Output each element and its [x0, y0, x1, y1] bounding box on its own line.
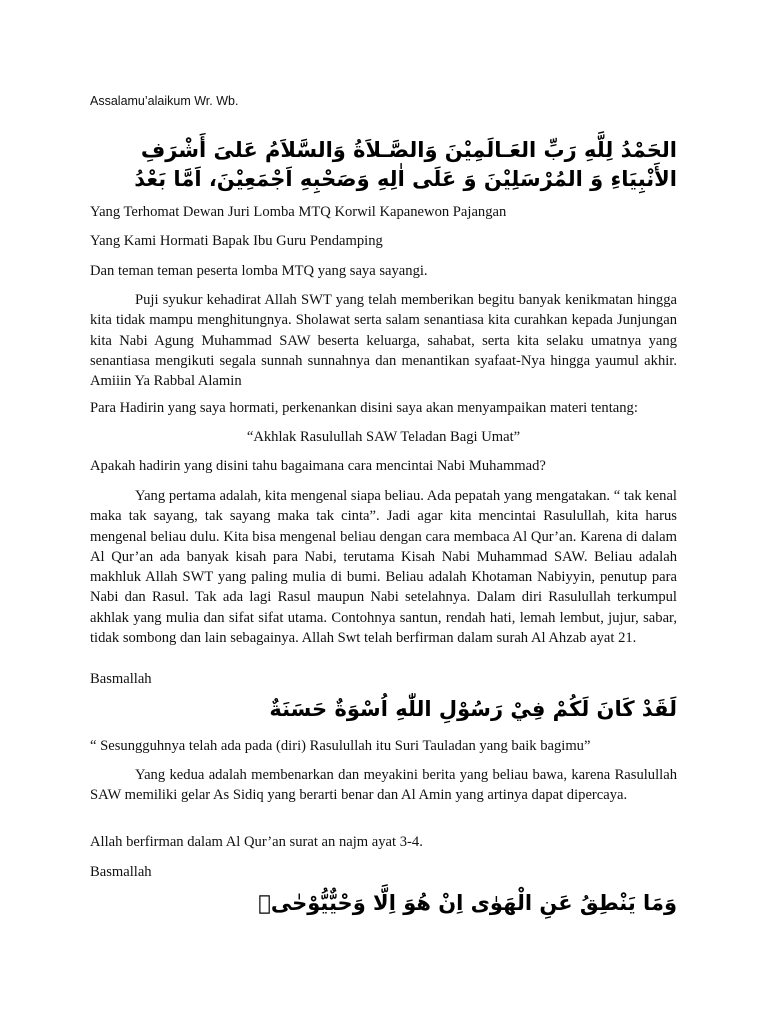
- translation-1: “ Sesungguhnya telah ada pada (diri) Rasulullah itu Suri Tauladan yang baik bagimu”: [90, 738, 591, 754]
- surah-line: Allah berfirman dalam Al Qur’an surat an najm ayat 3-4.: [90, 834, 423, 850]
- basmallah-label-2: Basmallah: [90, 864, 152, 880]
- arabic-verse-1: لَقَدْ كَانَ لَكُمْ فِيْ رَسُوْلِ اللّٰهِ اُسْوَةٌ حَسَنَةٌ: [269, 697, 677, 721]
- greeting: Assalamu’alaikum Wr. Wb.: [90, 94, 239, 108]
- address-line-2: Yang Kami Hormati Bapak Ibu Guru Pendamping: [90, 233, 383, 249]
- paragraph-2: Yang pertama adalah, kita mengenal siapa beliau. Ada pepatah yang mengatakan. “ tak kenal maka tak sayang, tak sayang maka tak cinta”. Jadi agar kita mencintai Rasulullah, kita harus mengenal beliau dulu. Kita bisa mengenal beliau dengan cara membaca Al Qur’an. Karena di dalam Al Qur’an ada banyak kisah para Nabi, terutama Kisah Nabi Muhammad SAW. Beliau adalah makhluk Allah SWT yang paling mulia di bumi. Beliau adalah Khotaman Nabiyyin, penutup para Nabi dan Rasul. Tak ada lagi Rasul maupun Nabi setelahnya. Dalam diri Rasulullah terkumpul akhlak yang mulia dan sifat sifat utama. Contohnya santun, rendah hati, lemah lembut, jujur, sabar, tidak sombong dan lain sebagainya. Allah Swt telah berfirman dalam surah Al Ahzab ayat 21.: [90, 488, 677, 647]
- topic-title: “Akhlak Rasulullah SAW Teladan Bagi Umat”: [246, 429, 521, 445]
- arabic-opening: الحَمْدُ لِلَّهِ رَبِّ العَـالَمِيْنَ وَالصَّـلاَةُ وَالسَّلاَمُ عَلىَ أَشْرَفِ الأَنْبِيَاءِ وَ المُرْسَلِيْنَ وَ عَلَى اٰلِهِ وَصَحْبِهِ اَجْمَعِيْنَ، اَمَّا بَعْدُ: [134, 138, 677, 191]
- address-line-1: Yang Terhomat Dewan Juri Lomba MTQ Korwil Kapanewon Pajangan: [90, 204, 507, 220]
- paragraph-3: Yang kedua adalah membenarkan dan meyakini berita yang beliau bawa, karena Rasulullah SAW memiliki gelar As Sidiq yang berarti benar dan Al Amin yang artinya dapat dipercaya.: [90, 767, 677, 804]
- question-line: Apakah hadirin yang disini tahu bagaimana cara mencintai Nabi Muhammad?: [90, 458, 546, 474]
- paragraph-1: Puji syukur kehadirat Allah SWT yang telah memberikan begitu banyak kenikmatan hingga kita tidak mampu menghitungnya. Sholawat serta salam senantiasa kita curahkan kepada Junjungan kita Nabi Agung Muhammad SAW beserta keluarga, sahabat, serta kita selaku umatnya yang senantiasa mengikuti segala sunnah sunnahnya dan menantikan syafaat-Nya hingga yaumul akhir. Amiiin Ya Rabbal Alamin: [90, 292, 677, 390]
- address-line-3: Dan teman teman peserta lomba MTQ yang saya sayangi.: [90, 263, 428, 279]
- intro-line: Para Hadirin yang saya hormati, perkenankan disini saya akan menyampaikan materi tentang:: [90, 400, 638, 416]
- basmallah-label-1: Basmallah: [90, 671, 152, 687]
- arabic-verse-2: وَمَا يَنْطِقُ عَنِ الْهَوٰى اِنْ هُوَ اِلَّا وَحْيٌّيُّوْحٰىۙ: [258, 891, 677, 915]
